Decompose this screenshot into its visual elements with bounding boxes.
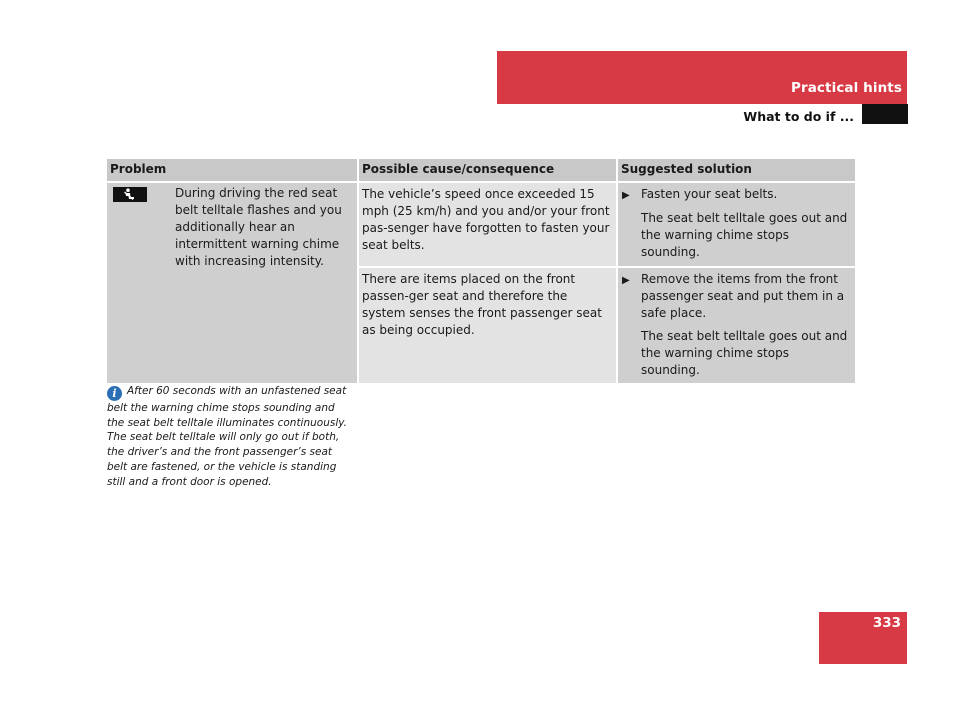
problem-text: During driving the red seat belt telltale flashes and you additionally hear an intermittent warning chime with increasing intensity. <box>175 186 342 268</box>
page-number: 333 <box>872 615 901 631</box>
solution-result: The seat belt telltale goes out and the warning chime stops sounding. <box>641 329 848 377</box>
table-header-row <box>107 159 855 183</box>
header-cause: Possible cause/consequence <box>357 159 616 183</box>
header-band <box>497 51 907 104</box>
cause-cell: There are items placed on the front passen-ger seat and therefore the system senses the front passenger seat as being occupied. <box>357 266 616 383</box>
problem-cell <box>107 183 357 383</box>
bullet-arrow-icon: ▶ <box>622 190 630 201</box>
info-note-text: After 60 seconds with an unfastened seat belt the warning chime stops sounding and the seat belt telltale illuminates continuously. The seat belt telltale will only go out if both, the driver’s and the front passenger’s seat belt are fastened, or the vehicle is standing still and a front door is opened. <box>107 385 347 488</box>
cause-cell: The vehicle’s speed once exceeded 15 mph (25 km/h) and you and/or your front pas-senger have forgotten to fasten your seat belts. <box>357 183 616 266</box>
bullet-arrow-icon: ▶ <box>622 275 630 286</box>
solution-result: The seat belt telltale goes out and the warning chime stops sounding. <box>641 211 848 259</box>
solution-cell <box>616 183 855 266</box>
solution-step: Fasten your seat belts. <box>641 187 778 201</box>
header-solution: Suggested solution <box>616 159 855 183</box>
problem-solution-table <box>107 159 855 383</box>
subsection-title: What to do if ... <box>743 109 854 124</box>
header-problem: Problem <box>107 159 357 183</box>
info-note <box>107 384 347 489</box>
solution-cell <box>616 266 855 383</box>
info-icon: i <box>107 386 122 401</box>
table-row <box>107 183 855 266</box>
section-tab-marker <box>862 104 908 124</box>
solution-step: Remove the items from the front passenger seat and put them in a safe place. <box>641 272 845 320</box>
section-title: Practical hints <box>790 80 902 96</box>
seat-belt-telltale-icon <box>113 187 147 202</box>
